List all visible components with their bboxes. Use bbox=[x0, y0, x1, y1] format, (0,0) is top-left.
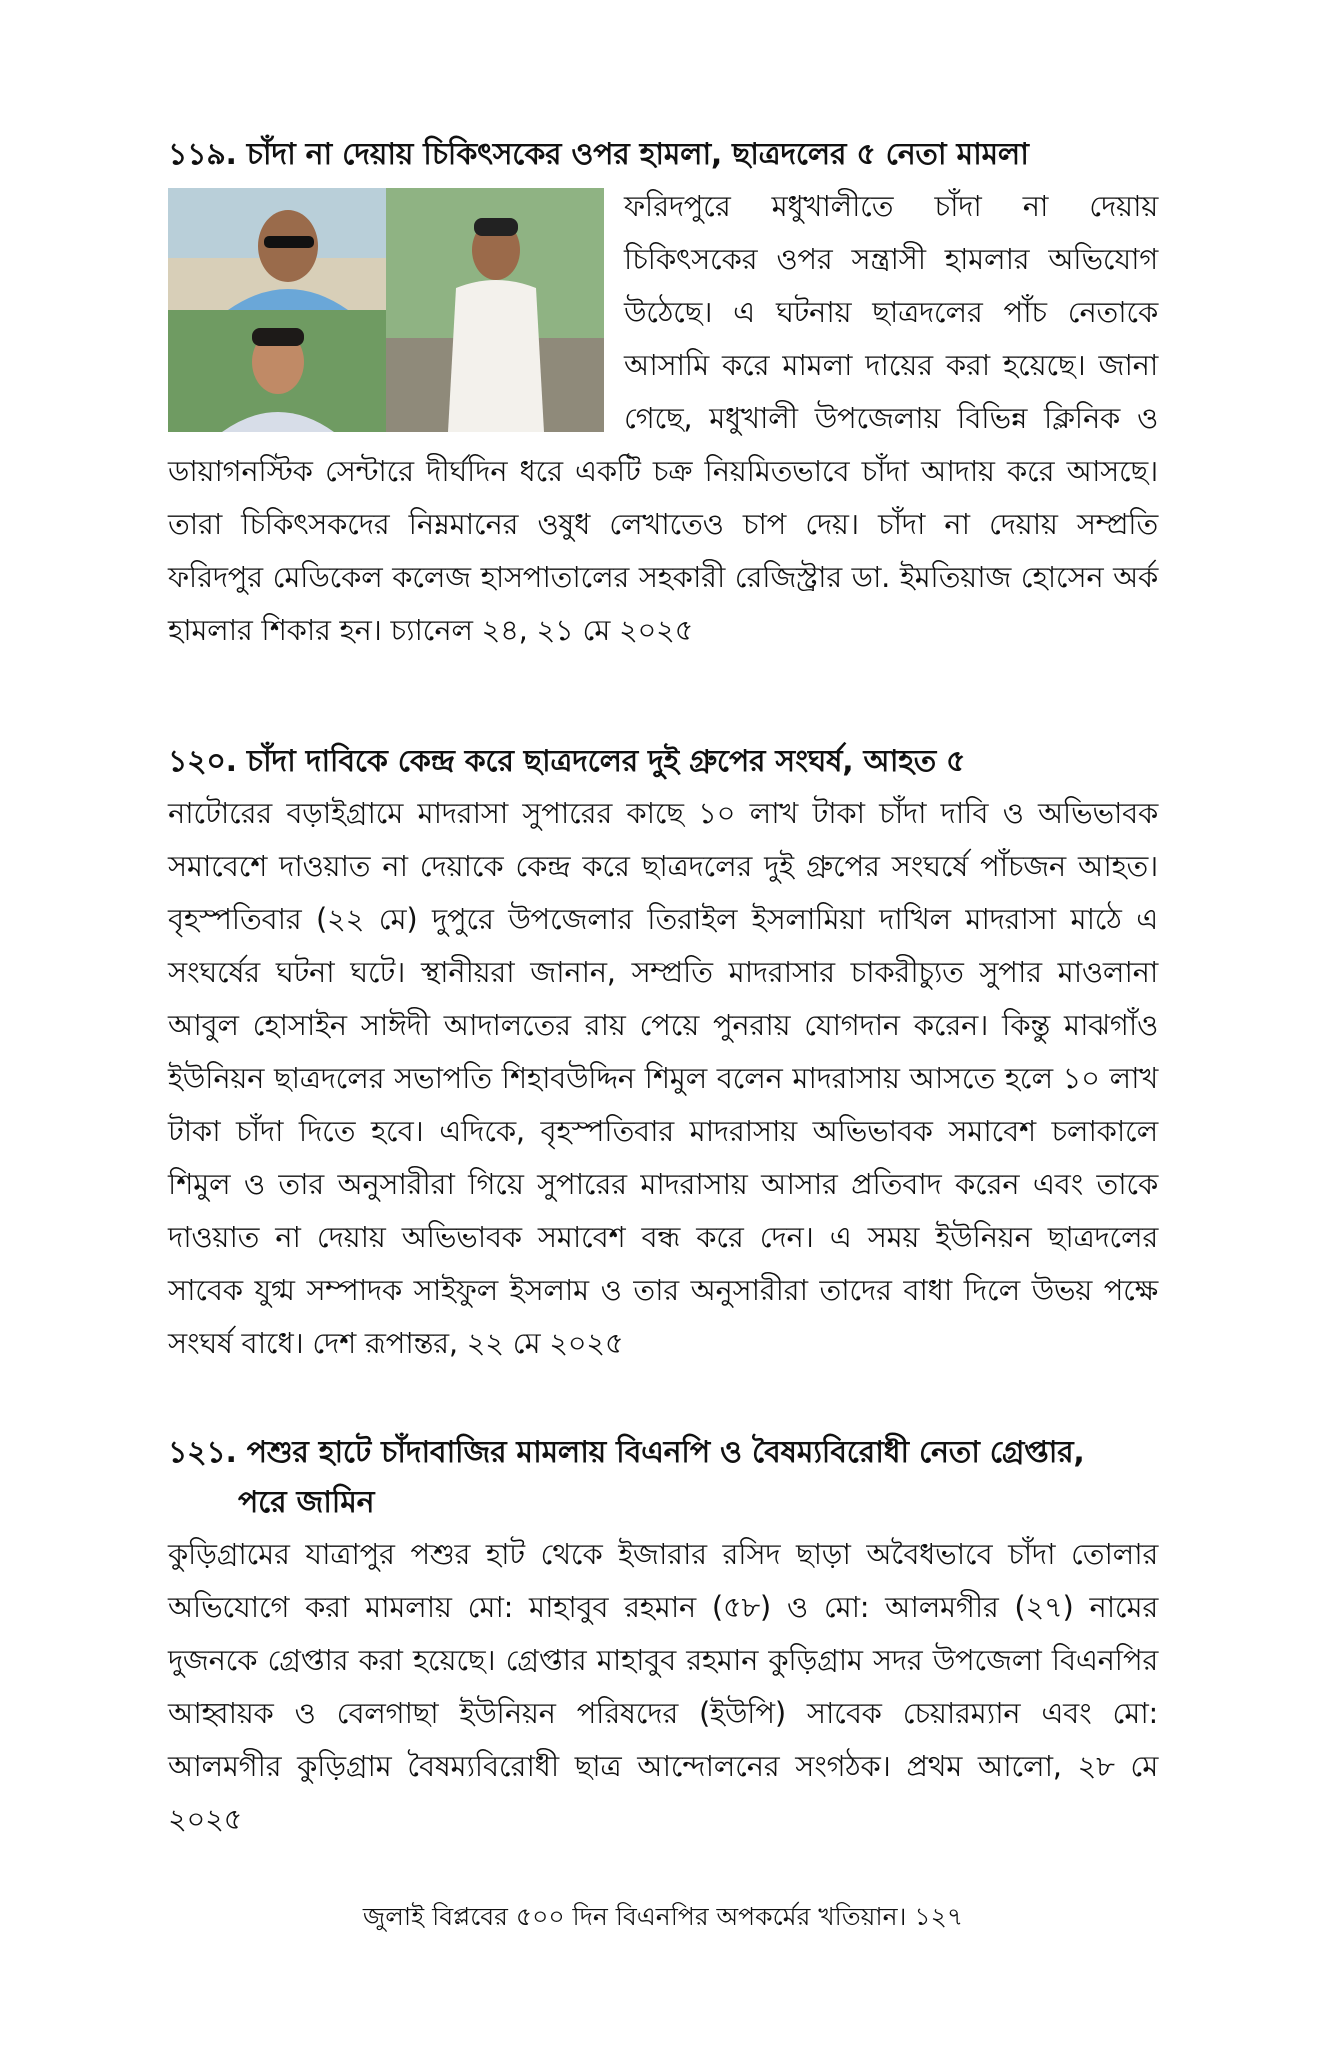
item-heading: ১১৯. চাঁদা না দেয়ায় চিকিৎসকের ওপর হামলা, ছাত্রদলের ৫ নেতা মামলা bbox=[168, 137, 1029, 172]
item-body: নাটোরের বড়াইগ্রামে মাদরাসা সুপারের কাছে ১০ লাখ টাকা চাঁদা দাবি ও অভিভাবক সমাবেশে দাওয়াত না দেয়াকে কেন্দ্র করে ছাত্রদলের দুই গ্রুপের সংঘর্ষে পাঁচজন আহত। বৃহস্পতিবার (২২ মে) দুপুরে উপজেলার তিরাইল ইসলামিয়া দাখিল মাদরাসা মাঠে এ সংঘর্ষের ঘটনা ঘটে। স্থানীয়রা জানান, সম্প্রতি মাদরাসার চাকরীচ্যুত সুপার মাওলানা আবুল হোসাইন সাঈদী আদালতের রায় পেয়ে পুনরায় যোগদান করেন। কিন্তু মাঝগাঁও ইউনিয়ন ছাত্রদলের সভাপতি শিহাবউদ্দিন শিমুল বলেন মাদরাসায় আসতে হলে ১০ লাখ টাকা চাঁদা দিতে হবে। এদিকে, বৃহস্পতিবার মাদরাসায় অভিভাবক সমাবেশ চলাকালে শিমুল ও তার অনুসারীরা গিয়ে সুপারের মাদরাসায় আসার প্রতিবাদ করেন এবং তাকে দাওয়াত না দেয়ায় অভিভাবক সমাবেশ বন্ধ করে দেন। এ সময় ইউনিয়ন ছাত্রদলের সাবেক যুগ্ম সম্পাদক সাইফুল ইসলাম ও তার অনুসারীরা তাদের বাধা দিলে উভয় পক্ষে সংঘর্ষ বাধে। দেশ রূপান্তর, ২২ মে ২০২৫ bbox=[168, 796, 1158, 1360]
item-body: ফরিদপুরে মধুখালীতে চাঁদা না দেয়ায় চিকিৎসকের ওপর সন্ত্রাসী হামলার অভিযোগ উঠেছে। এ ঘটনায় ছাত্রদলের পাঁচ নেতাকে আসামি করে মামলা দায়ের করা হয়েছে। জানা গেছে, মধুখালী উপজেলায় বিভিন্ন ক্লিনিক ও ডায়াগনস্টিক সেন্টারে দীর্ঘদিন ধরে একটি চক্র নিয়মিতভাবে চাঁদা আদায় করে আসছে। তারা চিকিৎসকদের নিম্নমানের ওষুধ লেখাতেও চাপ দেয়। চাঁদা না দেয়ায় সম্প্রতি ফরিদপুর মেডিকেল কলেজ হাসপাতালের সহকারী রেজিস্ট্রার ডা. ইমতিয়াজ হোসেন অর্ক হামলার শিকার হন। চ্যানেল ২৪, ২১ মে ২০২৫ bbox=[168, 189, 1158, 647]
item-body: কুড়িগ্রামের যাত্রাপুর পশুর হাট থেকে ইজারার রসিদ ছাড়া অবৈধভাবে চাঁদা তোলার অভিযোগে করা মামলায় মো: মাহাবুব রহমান (৫৮) ও মো: আলমগীর (২৭) নামের দুজনকে গ্রেপ্তার করা হয়েছে। গ্রেপ্তার মাহাবুব রহমান কুড়িগ্রাম সদর উপজেলা বিএনপির আহ্বায়ক ও বেলগাছা ইউনিয়ন পরিষদের (ইউপি) সাবেক চেয়ারম্যান এবং মো: আলমগীর কুড়িগ্রাম বৈষম্যবিরোধী ছাত্র আন্দোলনের সংগঠক। প্রথম আলো, ২৮ মে ২০২৫ bbox=[168, 1537, 1158, 1836]
item-heading: ১২০. চাঁদা দাবিকে কেন্দ্র করে ছাত্রদলের দুই গ্রুপের সংঘর্ষ, আহত ৫ bbox=[168, 744, 966, 779]
news-item-121 bbox=[168, 1428, 1158, 1846]
item-heading-line2: পরে জামিন bbox=[238, 1485, 375, 1520]
news-item-119 bbox=[168, 130, 1158, 657]
person-photo-1 bbox=[168, 188, 386, 310]
person-photo-2 bbox=[386, 188, 604, 432]
item-heading bbox=[168, 1428, 1158, 1528]
news-photo bbox=[168, 188, 604, 432]
news-item-120 bbox=[168, 737, 1158, 1370]
page-footer: জুলাই বিপ্লবের ৫০০ দিন বিএনপির অপকর্মের খতিয়ান। ১২৭ bbox=[362, 1902, 964, 1931]
item-heading-line1: ১২১. পশুর হাটে চাঁদাবাজির মামলায় বিএনপি ও বৈষম্যবিরোধী নেতা গ্রেপ্তার, bbox=[168, 1435, 1085, 1470]
person-photo-3 bbox=[168, 310, 386, 432]
